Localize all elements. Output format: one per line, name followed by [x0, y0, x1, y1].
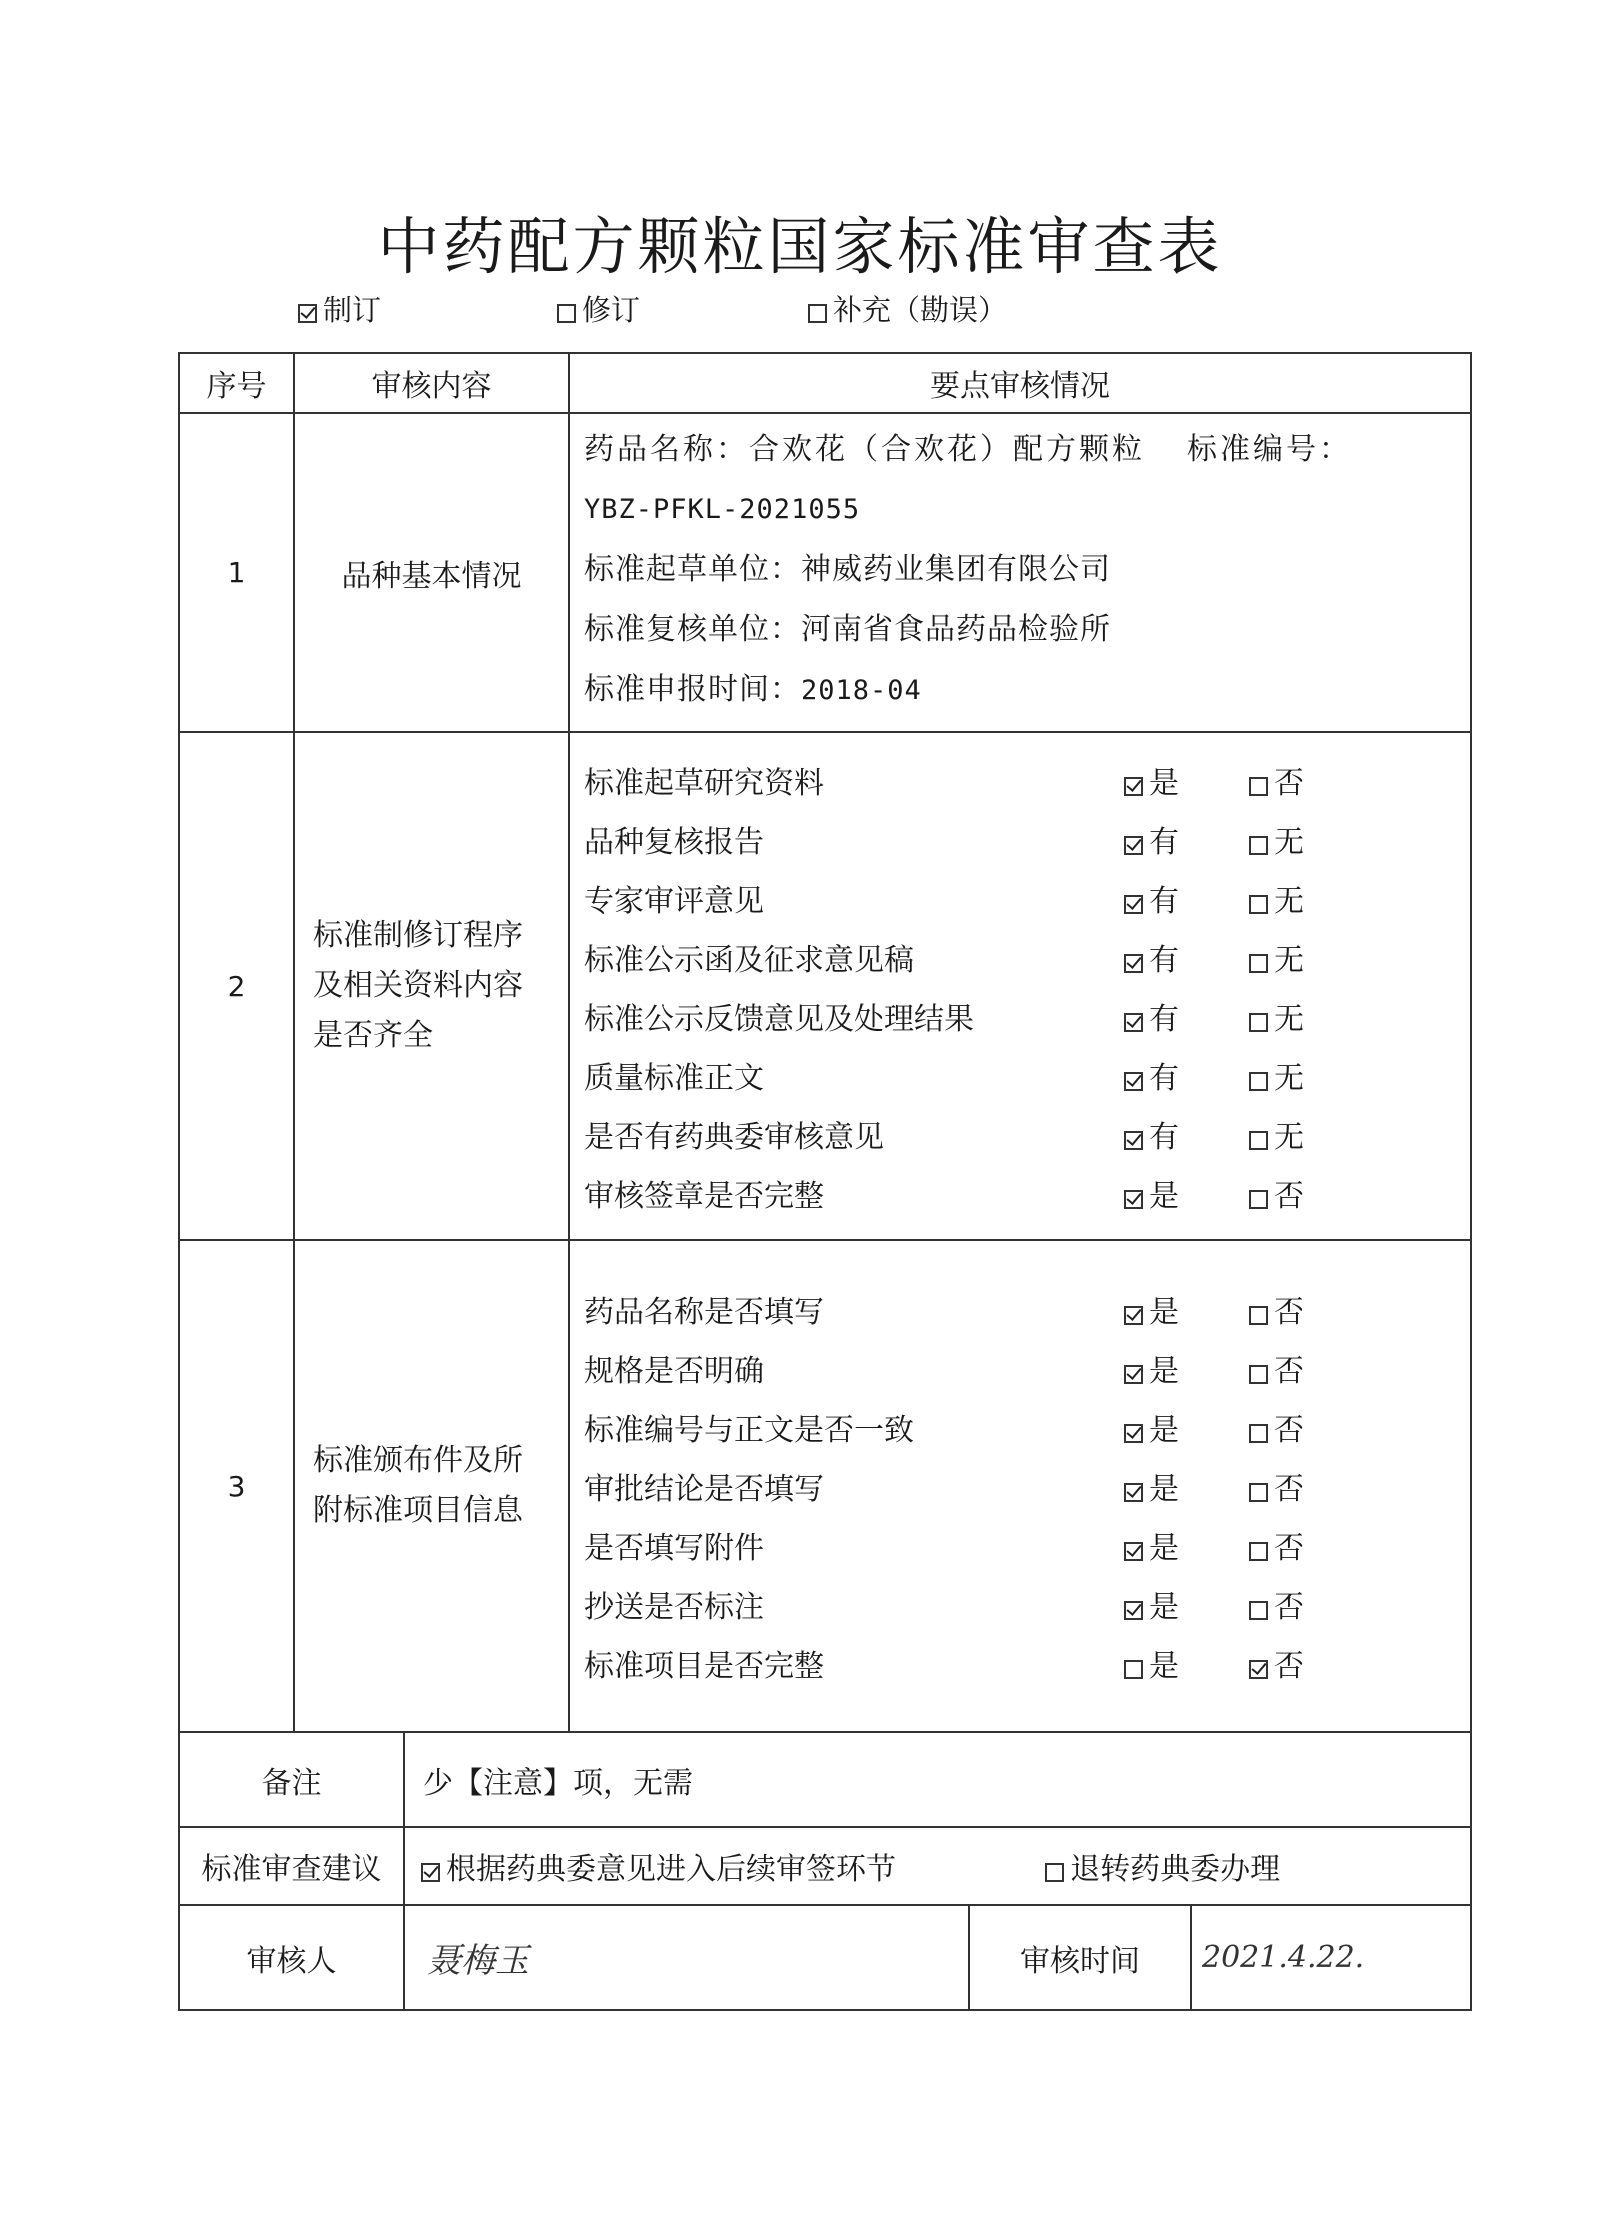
header-content: 审核内容: [294, 353, 569, 413]
submit-line: [584, 660, 1456, 721]
section3-item-label: 药品名称是否填写: [584, 1295, 824, 1330]
checkbox-supplement[interactable]: [808, 304, 827, 323]
section3-option-no-label: 否: [1274, 1295, 1304, 1330]
section3-item-label: 是否填写附件: [584, 1531, 764, 1566]
submit-label: 标准申报时间：: [584, 672, 801, 707]
checkbox-yes[interactable]: [1124, 1013, 1143, 1032]
std-no-label: 标准编号：: [1187, 432, 1352, 467]
section2-option-yes[interactable]: [1124, 758, 1249, 802]
checkbox-yes[interactable]: [1124, 1306, 1143, 1325]
section2-option-no-label: 无: [1274, 1001, 1304, 1037]
section2-item-label: 专家审评意见: [584, 883, 764, 919]
review-time-label: 审核时间: [969, 1905, 1191, 2010]
section2-option-no-label: 无: [1274, 1060, 1304, 1096]
section2-item-label: 标准起草研究资料: [584, 765, 824, 801]
review-type-draft[interactable]: [298, 288, 381, 329]
section2-item-label: 品种复核报告: [584, 824, 764, 860]
section3-option-yes[interactable]: [1124, 1405, 1249, 1449]
checkbox-no[interactable]: [1249, 1190, 1268, 1209]
section3-option-no[interactable]: [1249, 1346, 1374, 1390]
std-no-value: YBZ-PFKL-2021055: [584, 494, 861, 525]
section2-checklist: [569, 732, 1471, 1240]
section2-option-yes[interactable]: [1124, 876, 1249, 920]
section3-option-yes[interactable]: [1124, 1641, 1249, 1685]
section3-checklist: [569, 1240, 1471, 1732]
review-time-value: 2021.4.22.: [1202, 1940, 1365, 1975]
section2-item-label: 是否有药典委审核意见: [584, 1119, 884, 1155]
section2-row: [179, 732, 1471, 1240]
checkbox-no[interactable]: [1249, 1306, 1268, 1325]
checkbox-yes[interactable]: [1124, 1424, 1143, 1443]
section2-option-no[interactable]: [1249, 1053, 1374, 1097]
section2-option-no-label: 无: [1274, 883, 1304, 919]
section2-item-label: 审核签章是否完整: [584, 1178, 824, 1214]
checkbox-recommend-proceed[interactable]: [421, 1863, 440, 1882]
section2-option-yes-label: 有: [1149, 1060, 1179, 1096]
section2-seq: 2: [179, 732, 294, 1240]
section2-option-yes-label: 是: [1149, 1178, 1179, 1214]
section2-item: [584, 1104, 1456, 1163]
header-findings: 要点审核情况: [569, 353, 1471, 413]
section2-option-no[interactable]: [1249, 1112, 1374, 1156]
checkbox-yes[interactable]: [1124, 1601, 1143, 1620]
section2-option-yes-label: 有: [1149, 1001, 1179, 1037]
reviewer-signature: 聂梅玉: [427, 1941, 529, 1981]
section3-option-no[interactable]: [1249, 1287, 1374, 1331]
section2-option-yes-label: 是: [1149, 765, 1179, 801]
section2-option-no-label: 无: [1274, 824, 1304, 860]
section1-seq: 1: [179, 413, 294, 732]
section3-item-label: 抄送是否标注: [584, 1590, 764, 1625]
section2-item: [584, 927, 1456, 986]
section3-option-no-label: 否: [1274, 1590, 1304, 1625]
section2-option-yes[interactable]: [1124, 1171, 1249, 1215]
section2-option-yes[interactable]: [1124, 1112, 1249, 1156]
recommendation-label: 标准审查建议: [179, 1827, 404, 1905]
section2-option-no[interactable]: [1249, 994, 1374, 1038]
section2-item: [584, 868, 1456, 927]
section2-option-no[interactable]: [1249, 1171, 1374, 1215]
recommendation-option2[interactable]: [1045, 1852, 1280, 1887]
section3-seq: 3: [179, 1240, 294, 1732]
checkbox-yes[interactable]: [1124, 1483, 1143, 1502]
recommendation-options: [404, 1827, 1471, 1905]
section2-item: [584, 1045, 1456, 1104]
review-type-draft-label: 制订: [323, 293, 382, 327]
recommendation-option1-label: 根据药典委意见进入后续审签环节: [446, 1852, 896, 1887]
recommendation-option2-label: 退转药典委办理: [1070, 1852, 1281, 1887]
checkbox-no[interactable]: [1249, 836, 1268, 855]
section3-option-no[interactable]: [1249, 1582, 1374, 1626]
section3-item-label: 标准编号与正文是否一致: [584, 1413, 914, 1448]
section2-option-no-label: 否: [1274, 1178, 1304, 1214]
section3-option-yes[interactable]: [1124, 1287, 1249, 1331]
section2-item: [584, 986, 1456, 1045]
section2-option-no[interactable]: [1249, 817, 1374, 861]
section3-option-no-label: 否: [1274, 1531, 1304, 1566]
rechecker-line: [584, 600, 1456, 660]
remarks-text[interactable]: 少【注意】项，无需: [404, 1732, 1471, 1827]
remarks-label: 备注: [179, 1732, 404, 1827]
recommendation-option1[interactable]: [421, 1852, 896, 1887]
section3-option-yes-label: 是: [1149, 1531, 1179, 1566]
section2-option-yes-label: 有: [1149, 1119, 1179, 1155]
rechecker-value: 河南省食品药品检验所: [801, 612, 1111, 647]
checkbox-yes[interactable]: [1124, 1131, 1143, 1150]
reviewer-signature-cell[interactable]: [404, 1905, 969, 2010]
section2-option-yes[interactable]: [1124, 1053, 1249, 1097]
checkbox-no[interactable]: [1249, 895, 1268, 914]
section3-option-yes-label: 是: [1149, 1649, 1179, 1684]
section3-option-no-label: 否: [1274, 1649, 1304, 1684]
section3-option-yes[interactable]: [1124, 1523, 1249, 1567]
checkbox-no[interactable]: [1249, 1601, 1268, 1620]
section2-option-no-label: 否: [1274, 765, 1304, 801]
checkbox-yes[interactable]: [1124, 1190, 1143, 1209]
rechecker-label: 标准复核单位：: [584, 612, 801, 647]
section3-item: [584, 1575, 1456, 1634]
checkbox-no[interactable]: [1249, 777, 1268, 796]
section3-item: [584, 1516, 1456, 1575]
checkbox-yes[interactable]: [1124, 777, 1143, 796]
checkbox-no[interactable]: [1249, 1542, 1268, 1561]
remarks-row: [179, 1732, 1471, 1827]
reviewer-label: 审核人: [179, 1905, 404, 2010]
section1-content: 品种基本情况: [294, 413, 569, 732]
section2-option-no-label: 无: [1274, 942, 1304, 978]
section2-option-yes-label: 有: [1149, 883, 1179, 919]
section2-item: [584, 1163, 1456, 1222]
drafter-label: 标准起草单位：: [584, 552, 801, 587]
section3-option-yes[interactable]: [1124, 1582, 1249, 1626]
drug-name-value: 合欢花（合欢花）配方颗粒: [749, 432, 1145, 467]
section3-item-label: 规格是否明确: [584, 1354, 764, 1389]
checkbox-revise[interactable]: [557, 304, 576, 323]
header-row: [179, 353, 1471, 413]
checkbox-no[interactable]: [1249, 1013, 1268, 1032]
section2-item: [584, 809, 1456, 868]
checkbox-no[interactable]: [1249, 1424, 1268, 1443]
drafter-value: 神威药业集团有限公司: [801, 552, 1111, 587]
checkbox-draft[interactable]: [298, 304, 317, 323]
header-seq: 序号: [179, 353, 294, 413]
section1-findings: [569, 413, 1471, 732]
recommendation-row: [179, 1827, 1471, 1905]
checkbox-no[interactable]: [1249, 1072, 1268, 1091]
section2-option-yes-label: 有: [1149, 942, 1179, 978]
section3-option-no-label: 否: [1274, 1413, 1304, 1448]
section3-option-yes-label: 是: [1149, 1295, 1179, 1330]
checkbox-no[interactable]: [1249, 1131, 1268, 1150]
section3-option-yes-label: 是: [1149, 1413, 1179, 1448]
checkbox-yes[interactable]: [1124, 954, 1143, 973]
drug-name-line: [584, 420, 1456, 480]
section3-option-yes[interactable]: [1124, 1346, 1249, 1390]
checkbox-no[interactable]: [1249, 1483, 1268, 1502]
section3-option-no[interactable]: [1249, 1523, 1374, 1567]
drug-name-label: 药品名称：: [584, 432, 749, 467]
section3-item: [584, 1398, 1456, 1457]
section3-option-yes-label: 是: [1149, 1472, 1179, 1507]
section3-option-no-label: 否: [1274, 1354, 1304, 1389]
section3-option-no[interactable]: [1249, 1464, 1374, 1508]
checkbox-yes[interactable]: [1124, 895, 1143, 914]
checkbox-yes[interactable]: [1124, 1072, 1143, 1091]
section3-option-yes-label: 是: [1149, 1590, 1179, 1625]
review-type-revise-label: 修订: [582, 293, 641, 327]
section3-item-label: 审批结论是否填写: [584, 1472, 824, 1507]
section2-option-no-label: 无: [1274, 1119, 1304, 1155]
drafter-line: [584, 540, 1456, 600]
section2-option-yes-label: 有: [1149, 824, 1179, 860]
checkbox-yes[interactable]: [1124, 1660, 1143, 1679]
section2-item-label: 标准公示反馈意见及处理结果: [584, 1001, 974, 1037]
section2-item: [584, 750, 1456, 809]
section2-option-yes[interactable]: [1124, 817, 1249, 861]
section3-item: [584, 1634, 1456, 1693]
section1-row: [179, 413, 1471, 732]
section2-option-yes[interactable]: [1124, 994, 1249, 1038]
section3-option-no-label: 否: [1274, 1472, 1304, 1507]
submit-time-value: 2018-04: [801, 675, 922, 706]
checkbox-no[interactable]: [1249, 1365, 1268, 1384]
section3-option-yes[interactable]: [1124, 1464, 1249, 1508]
section3-content: 标准颁布件及所附标准项目信息: [294, 1240, 569, 1732]
review-type-supplement-label: 补充（勘误）: [833, 293, 1008, 327]
section2-item-label: 质量标准正文: [584, 1060, 764, 1096]
section2-option-yes[interactable]: [1124, 935, 1249, 979]
review-type-revise[interactable]: [557, 288, 640, 329]
section2-content: 标准制修订程序及相关资料内容是否齐全: [294, 732, 569, 1240]
section2-option-no[interactable]: [1249, 935, 1374, 979]
checkbox-yes[interactable]: [1124, 836, 1143, 855]
section3-option-yes-label: 是: [1149, 1354, 1179, 1389]
page-title: 中药配方颗粒国家标准审查表: [377, 209, 1223, 283]
section3-item: [584, 1339, 1456, 1398]
section2-option-no[interactable]: [1249, 876, 1374, 920]
review-table: [178, 352, 1472, 2011]
review-type-supplement[interactable]: [808, 288, 1007, 329]
checkbox-no[interactable]: [1249, 954, 1268, 973]
section3-option-no[interactable]: [1249, 1641, 1374, 1685]
checkbox-yes[interactable]: [1124, 1365, 1143, 1384]
section2-option-no[interactable]: [1249, 758, 1374, 802]
review-time-cell[interactable]: [1191, 1905, 1471, 2010]
checkbox-no[interactable]: [1249, 1660, 1268, 1679]
section3-row: [179, 1240, 1471, 1732]
section3-item-label: 标准项目是否完整: [584, 1649, 824, 1684]
checkbox-yes[interactable]: [1124, 1542, 1143, 1561]
section3-item: [584, 1280, 1456, 1339]
section3-item: [584, 1457, 1456, 1516]
reviewer-row: [179, 1905, 1471, 2010]
section2-item-label: 标准公示函及征求意见稿: [584, 942, 914, 978]
checkbox-recommend-return[interactable]: [1045, 1863, 1064, 1882]
section3-option-no[interactable]: [1249, 1405, 1374, 1449]
